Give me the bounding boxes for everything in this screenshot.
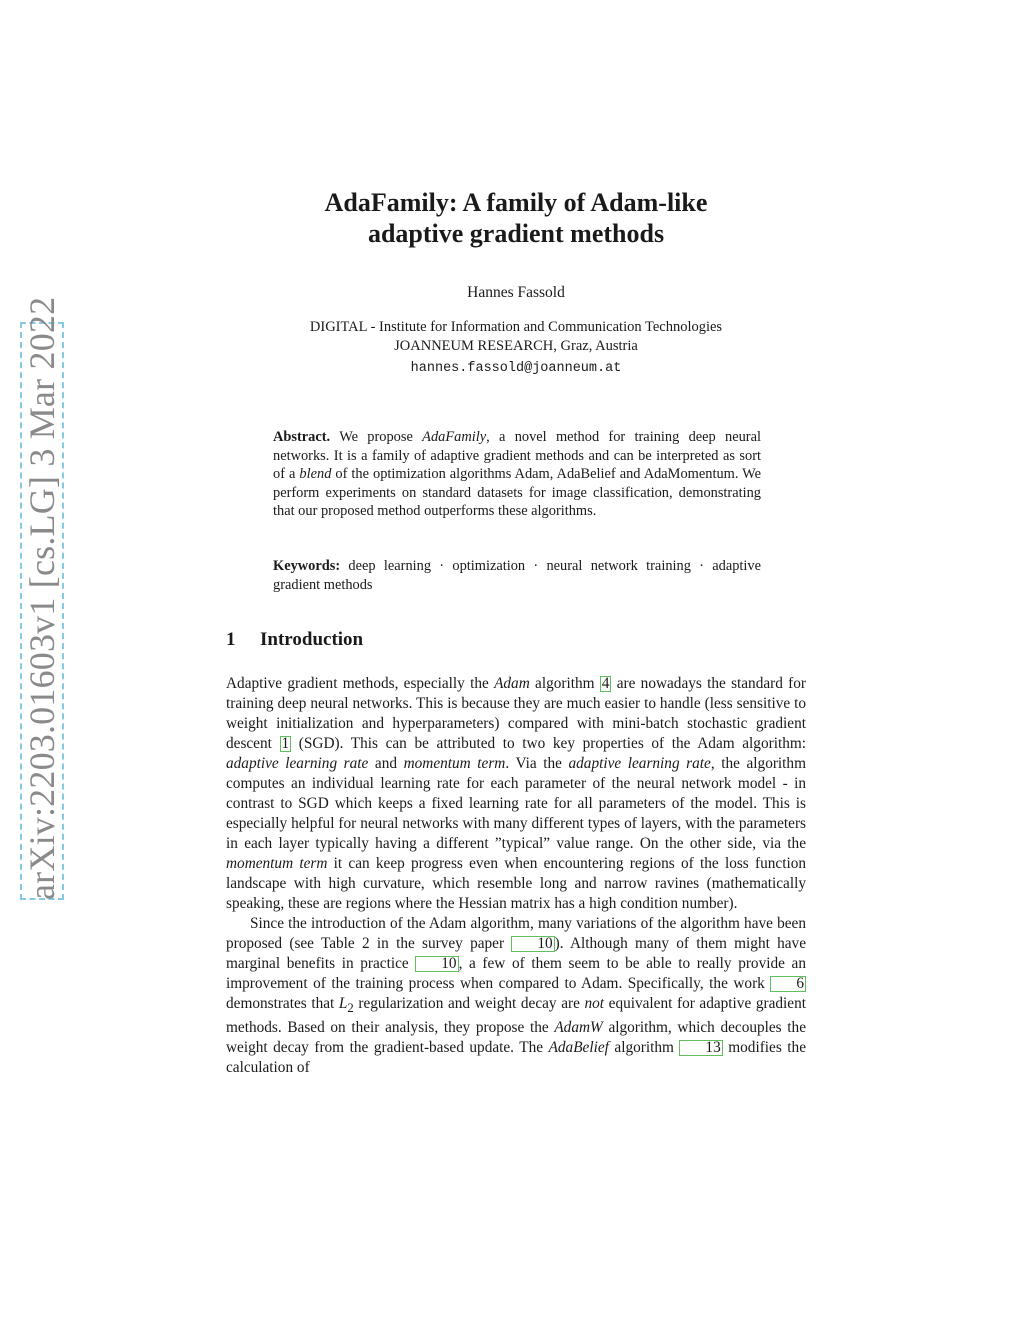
keywords (273, 557, 761, 594)
citation-link[interactable]: 6 (770, 976, 806, 992)
citation-link[interactable]: 10 (511, 936, 554, 952)
abstract-emphasis: AdaFamily (422, 429, 487, 445)
abstract (273, 428, 761, 521)
abstract-label: Abstract. (273, 429, 331, 445)
author-email[interactable]: hannes.fassold@joanneum.at (410, 361, 622, 376)
abstract-text: , a novel method for training deep neural networks. It is a family of adaptive gradient methods and can be interpreted as sort of a (273, 429, 761, 482)
paragraph: Since the introduction of the Adam algorithm, many variations of the algorithm have been proposed (see Table 2 in the survey paper 10 ). Although many of them might have marginal benefits in practice 10 , a few of them seem to be able to really provide an improvement of the training process when compared to Adam. Specifically, the work 6 demonstrates that $L_2$ regularization and weight decay are not equivalent for adaptive gradient methods. Based on their analysis, they propose the AdamW algorithm, which decouples the weight decay from the gradient-based update. The AdaBelief algorithm 13 modifies the calculation of (226, 915, 806, 1077)
citation-link[interactable]: 13 (679, 1040, 722, 1056)
author-email-line (226, 358, 806, 376)
abstract-text: We propose (330, 429, 423, 445)
keywords-text: deep learning · optimization · neural network training · adaptive gradient methods (273, 558, 761, 593)
citation-link[interactable]: 4 (601, 675, 610, 692)
paragraph: Adaptive gradient methods, especially the Adam algorithm 4 are nowadays the standard for training deep neural networks. This is because they are much easier to handle (less sensitive to weight initialization and hyperparameters) compared with mini-batch stochastic gradient descent 1 (SGD). This can be attributed to two key properties of the Adam algorithm: adaptive learning rate and momentum term. Via the adaptive learning rate, the algorithm computes an individual learning rate for each parameter of the neural network model - in contrast to SGD which keeps a fixed learning rate for all parameters of the model. This is especially helpful for neural networks with many different types of layers, with the parameters in each layer typically having a different ”typical” value range. On the other side, via the momentum term it can keep progress even when encountering regions of the loss function landscape with high curvature, which resemble long and narrow ravines (mathematically speaking, these are regions where the Hessian matrix has a high condition number). (226, 675, 806, 912)
paper-title-line-1: AdaFamily: A family of Adam-like (324, 188, 708, 217)
introduction-body (226, 674, 806, 1078)
section-title: Introduction (260, 629, 364, 650)
section-heading (226, 629, 363, 651)
section-number: 1 (226, 629, 236, 650)
affiliation-line-2: JOANNEUM RESEARCH, Graz, Austria (394, 338, 638, 354)
author-name: Hannes Fassold (467, 284, 565, 301)
arxiv-identifier[interactable]: arXiv:2203.01603v1 [cs.LG] 3 Mar 2022 (22, 296, 62, 900)
abstract-emphasis: blend (299, 466, 332, 482)
keywords-label: Keywords: (273, 558, 341, 574)
paper-title-line-2: adaptive gradient methods (367, 219, 665, 248)
affiliation-line-1: DIGITAL - Institute for Information and Communication Technologies (309, 319, 723, 335)
citation-link[interactable]: 10 (415, 956, 458, 972)
abstract-text: of the optimization algorithms Adam, AdaBelief and AdaMomentum. We perform experiments on standard datasets for image classification, demonstrating that our proposed method outperforms these algorithms. (273, 466, 761, 519)
citation-link[interactable]: 1 (281, 735, 290, 752)
